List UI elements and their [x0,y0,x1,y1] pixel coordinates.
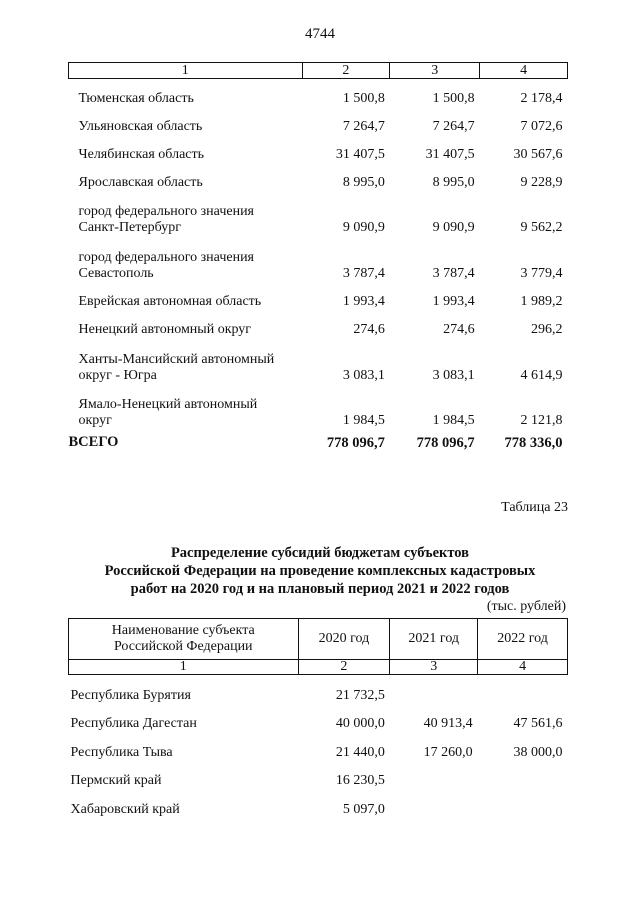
region-name-line: город федерального значения [78,203,254,219]
value-2022: 38 000,0 [513,744,563,760]
table-row [69,282,568,310]
value-2021 [390,789,478,818]
region-name [69,384,303,429]
column-number: 4 [478,660,568,675]
unit-note: (тыс. рублей) [486,599,566,614]
table-row [69,732,568,761]
total-label: ВСЕГО [68,433,119,450]
value-2022: 7 072,6 [520,118,563,134]
value-2022 [478,789,568,818]
value-2022: 3 779,4 [520,265,563,281]
region-name-line: город федерального значения [78,249,254,265]
header-line: Российской Федерации [113,639,253,654]
region-name: Тюменская область [78,90,194,106]
region-name: Республика Бурятия [70,687,191,703]
title-line: Распределение субсидий бюджетам субъектов [170,545,470,561]
region-name-line: Ямало-Ненецкий автономный [78,396,258,412]
header-2021: 2021 год [390,619,478,660]
region-name-line: округ [78,412,112,428]
header-2022: 2022 год [478,619,568,660]
column-number: 1 [69,660,299,675]
value-2020: 3 787,4 [342,265,385,281]
table-row [69,163,568,191]
header-row [69,619,568,660]
region-name: Еврейская автономная область [78,293,262,309]
value-2020: 21 732,5 [335,687,385,703]
region-name: Хабаровский край [70,801,180,817]
value-2021: 8 995,0 [432,174,475,190]
table-row [69,310,568,338]
column-number: 1 [69,63,303,79]
value-2020: 21 440,0 [335,744,385,760]
value-2021: 1 984,5 [432,412,475,428]
value-2022 [478,761,568,790]
value-2020: 1 500,8 [342,90,385,106]
value-2021: 40 913,4 [423,716,473,731]
value-2021: 3 083,1 [432,367,475,383]
region-name-line: Севастополь [78,265,154,281]
value-2020: 1 993,4 [342,293,385,309]
region-name-line: округ - Югра [78,367,157,383]
total-2021: 778 096,7 [416,434,475,451]
region-name: Челябинская область [78,146,204,162]
header-2020: 2020 год [298,619,390,660]
region-name [69,191,303,236]
region-name-line: Санкт-Петербург [78,219,181,235]
column-number-row [69,660,568,675]
value-2020: 7 264,7 [342,118,385,134]
value-2021: 17 260,0 [423,744,473,760]
table-row [69,789,568,818]
value-2022: 9 228,9 [520,174,563,190]
table-title [70,544,570,598]
value-2021: 1 500,8 [432,90,475,106]
total-2022: 778 336,0 [504,434,563,451]
value-2020: 40 000,0 [335,716,385,731]
column-number: 2 [302,63,390,79]
page-number: 4744 [305,26,335,42]
table-continuation [68,62,568,451]
subsidy-table [68,618,568,818]
region-name: Ульяновская область [78,118,203,134]
value-2020: 3 083,1 [342,367,385,383]
region-name: Пермский край [70,773,162,788]
value-2022: 296,2 [531,321,563,337]
value-2021 [390,675,478,704]
table-row [69,384,568,429]
value-2021: 1 993,4 [432,293,475,309]
value-2021: 9 090,9 [432,219,475,235]
table-row [69,191,568,236]
title-line: работ на 2020 год и на плановый период 2021 и 2022 годов [130,581,510,597]
value-2022: 2 178,4 [520,90,563,106]
value-2022: 4 614,9 [520,367,563,383]
value-2022: 30 567,6 [513,146,563,162]
column-number: 3 [390,660,478,675]
table-row [69,236,568,282]
table-row [69,704,568,733]
header-line: Наименование субъекта [111,623,255,638]
value-2020: 31 407,5 [335,146,385,162]
region-name [69,338,303,384]
table-row [69,761,568,790]
value-2021: 31 407,5 [425,146,475,162]
region-name: Ярославская область [78,174,203,190]
value-2021: 274,6 [443,321,475,337]
region-name: Республика Тыва [70,744,173,760]
table-row [69,135,568,163]
value-2022: 1 989,2 [520,293,563,309]
value-2020: 16 230,5 [335,773,385,788]
value-2020: 5 097,0 [342,801,385,817]
value-2020: 8 995,0 [342,174,385,190]
table-row [69,675,568,704]
value-2022 [478,675,568,704]
value-2021: 7 264,7 [432,118,475,134]
table-row [69,79,568,107]
region-name [69,236,303,282]
title-line: Российской Федерации на проведение комплексных кадастровых [104,563,536,579]
column-number: 3 [390,63,480,79]
value-2020: 274,6 [353,321,385,337]
column-number: 4 [480,63,568,79]
header-region-name [69,619,299,660]
value-2020: 1 984,5 [342,412,385,428]
value-2021 [390,761,478,790]
value-2022: 47 561,6 [513,716,563,731]
column-number: 2 [298,660,390,675]
table-row [69,338,568,384]
region-name: Ненецкий автономный округ [78,321,252,337]
region-name-line: Ханты-Мансийский автономный [78,351,275,367]
value-2022: 9 562,2 [520,219,563,235]
table-label: Таблица 23 [501,500,568,515]
column-number-row [69,63,568,79]
table-row [69,107,568,135]
value-2021: 3 787,4 [432,265,475,281]
total-2020: 778 096,7 [326,434,385,451]
value-2020: 9 090,9 [342,219,385,235]
region-name: Республика Дагестан [70,716,197,731]
total-row [69,429,568,451]
value-2022: 2 121,8 [520,412,563,428]
